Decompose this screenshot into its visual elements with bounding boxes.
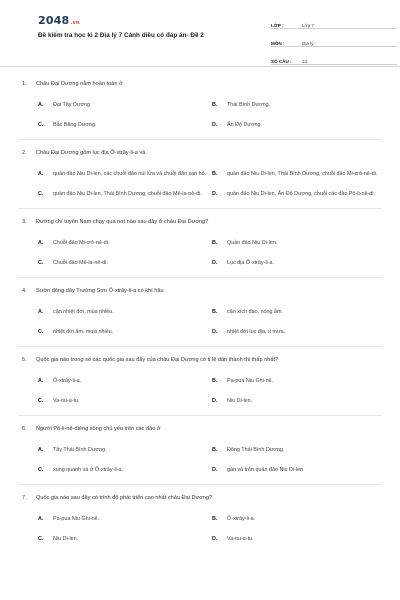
option-c[interactable] bbox=[38, 391, 208, 411]
option-letter: B. bbox=[212, 240, 218, 246]
option-text: nhiệt đới ẩm, mưa nhiều. bbox=[53, 328, 114, 335]
option-c[interactable] bbox=[38, 115, 208, 135]
option-letter: C. bbox=[38, 536, 44, 542]
option-letter: B. bbox=[212, 378, 218, 384]
option-text: Đông Thái Bình Dương. bbox=[227, 446, 285, 453]
option-a[interactable] bbox=[38, 371, 208, 391]
question-text bbox=[22, 356, 378, 364]
option-text: Đại Tây Dương. bbox=[53, 101, 92, 108]
question-text bbox=[22, 287, 378, 295]
option-c[interactable] bbox=[38, 460, 208, 480]
option-letter: D. bbox=[212, 329, 218, 335]
option-d[interactable] bbox=[212, 460, 382, 480]
option-a[interactable] bbox=[38, 164, 208, 184]
option-grid bbox=[38, 95, 378, 135]
page-header bbox=[18, 0, 382, 62]
option-text: quần đảo Niu Di-len, Thái Bình Dương, chuỗi đảo Mi-crô-nê-di. bbox=[227, 170, 378, 177]
option-letter: A. bbox=[38, 516, 44, 522]
option-text: Va-nu-a-tu. bbox=[227, 535, 254, 542]
option-letter: B. bbox=[212, 447, 218, 453]
option-d[interactable] bbox=[212, 115, 382, 135]
option-b[interactable] bbox=[212, 302, 382, 322]
option-letter: B. bbox=[212, 171, 218, 177]
option-letter: C. bbox=[38, 329, 44, 335]
option-text: Thái Bình Dương. bbox=[227, 101, 271, 108]
option-text: nhiệt đới lục địa, ít mưa. bbox=[227, 328, 286, 335]
question-stem: Sườn đông dãy Trường Sơn Ô-xtrây-li-a có khí hậu bbox=[36, 288, 164, 294]
option-text: Lục địa Ô-xtrây-li-a. bbox=[227, 259, 275, 266]
option-c[interactable] bbox=[38, 184, 208, 204]
option-text: Ô-xtrây-li-a. bbox=[53, 377, 82, 384]
question-text bbox=[22, 425, 378, 433]
question-number: 6. bbox=[22, 426, 27, 432]
site-logo[interactable] bbox=[38, 14, 80, 27]
question-divider bbox=[18, 346, 382, 347]
option-letter: C. bbox=[38, 467, 44, 473]
option-text: Bắc Băng Dương. bbox=[53, 121, 97, 128]
page-title: Đề kiểm tra học kì 2 Địa lý 7 Cánh diều có đáp án- Đề 2 bbox=[38, 32, 204, 39]
option-text: Chuỗi đảo Mi-crô-nê-di. bbox=[53, 239, 110, 246]
option-text: Pa-pua Niu Ghi-nê. bbox=[227, 377, 274, 384]
question-text bbox=[22, 218, 378, 226]
option-letter: A. bbox=[38, 102, 44, 108]
option-c[interactable] bbox=[38, 253, 208, 273]
question-divider bbox=[18, 277, 382, 278]
question-5 bbox=[22, 356, 378, 411]
question-text bbox=[22, 149, 378, 157]
exam-meta bbox=[271, 15, 397, 69]
question-text bbox=[22, 80, 378, 88]
option-letter: A. bbox=[38, 309, 44, 315]
option-b[interactable] bbox=[212, 164, 382, 184]
question-stem: Người Pô-li-nê-diêng sống chủ yếu trên các đảo ở bbox=[36, 426, 161, 432]
question-stem: Châu Đại Dương nằm hoàn toàn ở bbox=[36, 81, 123, 87]
option-text: Quần đảo Niu Di-len. bbox=[227, 239, 278, 246]
option-text: cận nhiệt đới, mùa nhiều. bbox=[53, 308, 114, 315]
question-divider bbox=[18, 415, 382, 416]
logo-suffix: .vn bbox=[70, 20, 80, 26]
meta-subject-value: Địa lý bbox=[302, 41, 314, 46]
question-stem: Quốc gia nào sau đây có trình độ phát triển cao nhất châu Đại Dương? bbox=[36, 495, 213, 501]
option-b[interactable] bbox=[212, 440, 382, 460]
option-b[interactable] bbox=[212, 371, 382, 391]
option-text: Va-nu-a-tu. bbox=[53, 397, 80, 404]
option-c[interactable] bbox=[38, 529, 208, 549]
option-letter: D. bbox=[212, 467, 218, 473]
option-text: Niu Di-len. bbox=[227, 397, 253, 404]
meta-count-value: 13 bbox=[302, 59, 308, 64]
option-a[interactable] bbox=[38, 302, 208, 322]
option-text: gần và trên quần đảo Niu Di-len bbox=[227, 466, 304, 473]
option-letter: B. bbox=[212, 102, 218, 108]
option-text: xung quanh và ở Ô-xtrây-li-a. bbox=[53, 466, 124, 473]
option-text: Tây Thái Bình Dương. bbox=[53, 446, 107, 453]
option-d[interactable] bbox=[212, 253, 382, 273]
option-letter: D. bbox=[212, 260, 218, 266]
question-3 bbox=[22, 218, 378, 273]
question-divider bbox=[18, 484, 382, 485]
option-text: Niu Di-len. bbox=[53, 535, 79, 542]
option-text: quần đảo Niu Di-len, các chuỗi đảo núi lửa và chuỗi đảo san hô. bbox=[53, 170, 207, 177]
question-2 bbox=[22, 149, 378, 204]
question-number: 2. bbox=[22, 150, 27, 156]
question-text bbox=[22, 494, 378, 502]
option-letter: A. bbox=[38, 447, 44, 453]
option-grid bbox=[38, 302, 378, 342]
question-divider bbox=[18, 208, 382, 209]
meta-class-row bbox=[271, 15, 397, 29]
option-letter: D. bbox=[212, 536, 218, 542]
option-b[interactable] bbox=[212, 509, 382, 529]
question-7 bbox=[22, 494, 378, 549]
meta-class-label: LỚP : bbox=[271, 23, 284, 28]
option-text: Chuỗi đảo Mê-la-nê-di. bbox=[53, 259, 108, 266]
option-letter: C. bbox=[38, 191, 44, 197]
option-b[interactable] bbox=[212, 95, 382, 115]
option-d[interactable] bbox=[212, 391, 382, 411]
question-number: 7. bbox=[22, 495, 27, 501]
question-number: 4. bbox=[22, 288, 27, 294]
option-letter: B. bbox=[212, 309, 218, 315]
header-divider bbox=[0, 66, 400, 67]
question-stem: Châu Đại Dương gồm lục địa Ô-xtrây-li-a và bbox=[36, 150, 146, 156]
option-text: cận xích đạo, nóng ẩm. bbox=[227, 308, 284, 315]
option-text: Ô-xtrây-li-a. bbox=[227, 515, 256, 522]
option-letter: D. bbox=[212, 122, 218, 128]
option-a[interactable] bbox=[38, 509, 208, 529]
option-letter: A. bbox=[38, 378, 44, 384]
option-grid bbox=[38, 440, 378, 480]
option-grid bbox=[38, 371, 378, 411]
question-list bbox=[22, 80, 378, 549]
question-4 bbox=[22, 287, 378, 342]
option-letter: D. bbox=[212, 191, 218, 197]
question-6 bbox=[22, 425, 378, 480]
option-text: quần đảo Niu Di-len, Ấn Độ Dương, chuỗi các đảo Pô-li-nê-di. bbox=[227, 190, 375, 197]
option-text: Ấn Độ Dương. bbox=[227, 121, 263, 128]
option-grid bbox=[38, 164, 378, 204]
meta-subject-label: MÔN : bbox=[271, 41, 285, 46]
option-letter: A. bbox=[38, 171, 44, 177]
option-letter: C. bbox=[38, 260, 44, 266]
question-number: 1. bbox=[22, 81, 27, 87]
option-a[interactable] bbox=[38, 440, 208, 460]
option-d[interactable] bbox=[212, 529, 382, 549]
option-d[interactable] bbox=[212, 184, 382, 204]
question-number: 3. bbox=[22, 219, 27, 225]
question-divider bbox=[18, 139, 382, 140]
logo-text: 2048 bbox=[38, 14, 70, 27]
meta-class-value: Lớp 7 bbox=[302, 23, 314, 28]
option-grid bbox=[38, 233, 378, 273]
meta-subject-row bbox=[271, 33, 397, 47]
option-d[interactable] bbox=[212, 322, 382, 342]
option-a[interactable] bbox=[38, 233, 208, 253]
question-stem: Đường chí tuyến Nam chạy qua nơi nào sau đây ở châu Đại Dương? bbox=[36, 219, 209, 225]
option-b[interactable] bbox=[212, 233, 382, 253]
option-text: Pa-pua Niu Ghi-nê. bbox=[53, 515, 100, 522]
option-letter: D. bbox=[212, 398, 218, 404]
meta-count-label: SỐ CÂU : bbox=[271, 59, 292, 64]
option-letter: A. bbox=[38, 240, 44, 246]
option-c[interactable] bbox=[38, 322, 208, 342]
question-1 bbox=[22, 80, 378, 135]
question-number: 5. bbox=[22, 357, 27, 363]
option-letter: C. bbox=[38, 398, 44, 404]
question-stem: Quốc gia nào trong số các quốc gia sau đây của châu Đại Dương có tỉ lệ dân thành thị thấp nhất? bbox=[36, 357, 279, 363]
option-letter: C. bbox=[38, 122, 44, 128]
meta-count-row bbox=[271, 51, 397, 65]
option-a[interactable] bbox=[38, 95, 208, 115]
option-letter: B. bbox=[212, 516, 218, 522]
option-text: quần đảo Niu Di-len, Thái Bình Dương, chuỗi đảo Mê-la-nê-di. bbox=[53, 190, 202, 197]
option-grid bbox=[38, 509, 378, 549]
